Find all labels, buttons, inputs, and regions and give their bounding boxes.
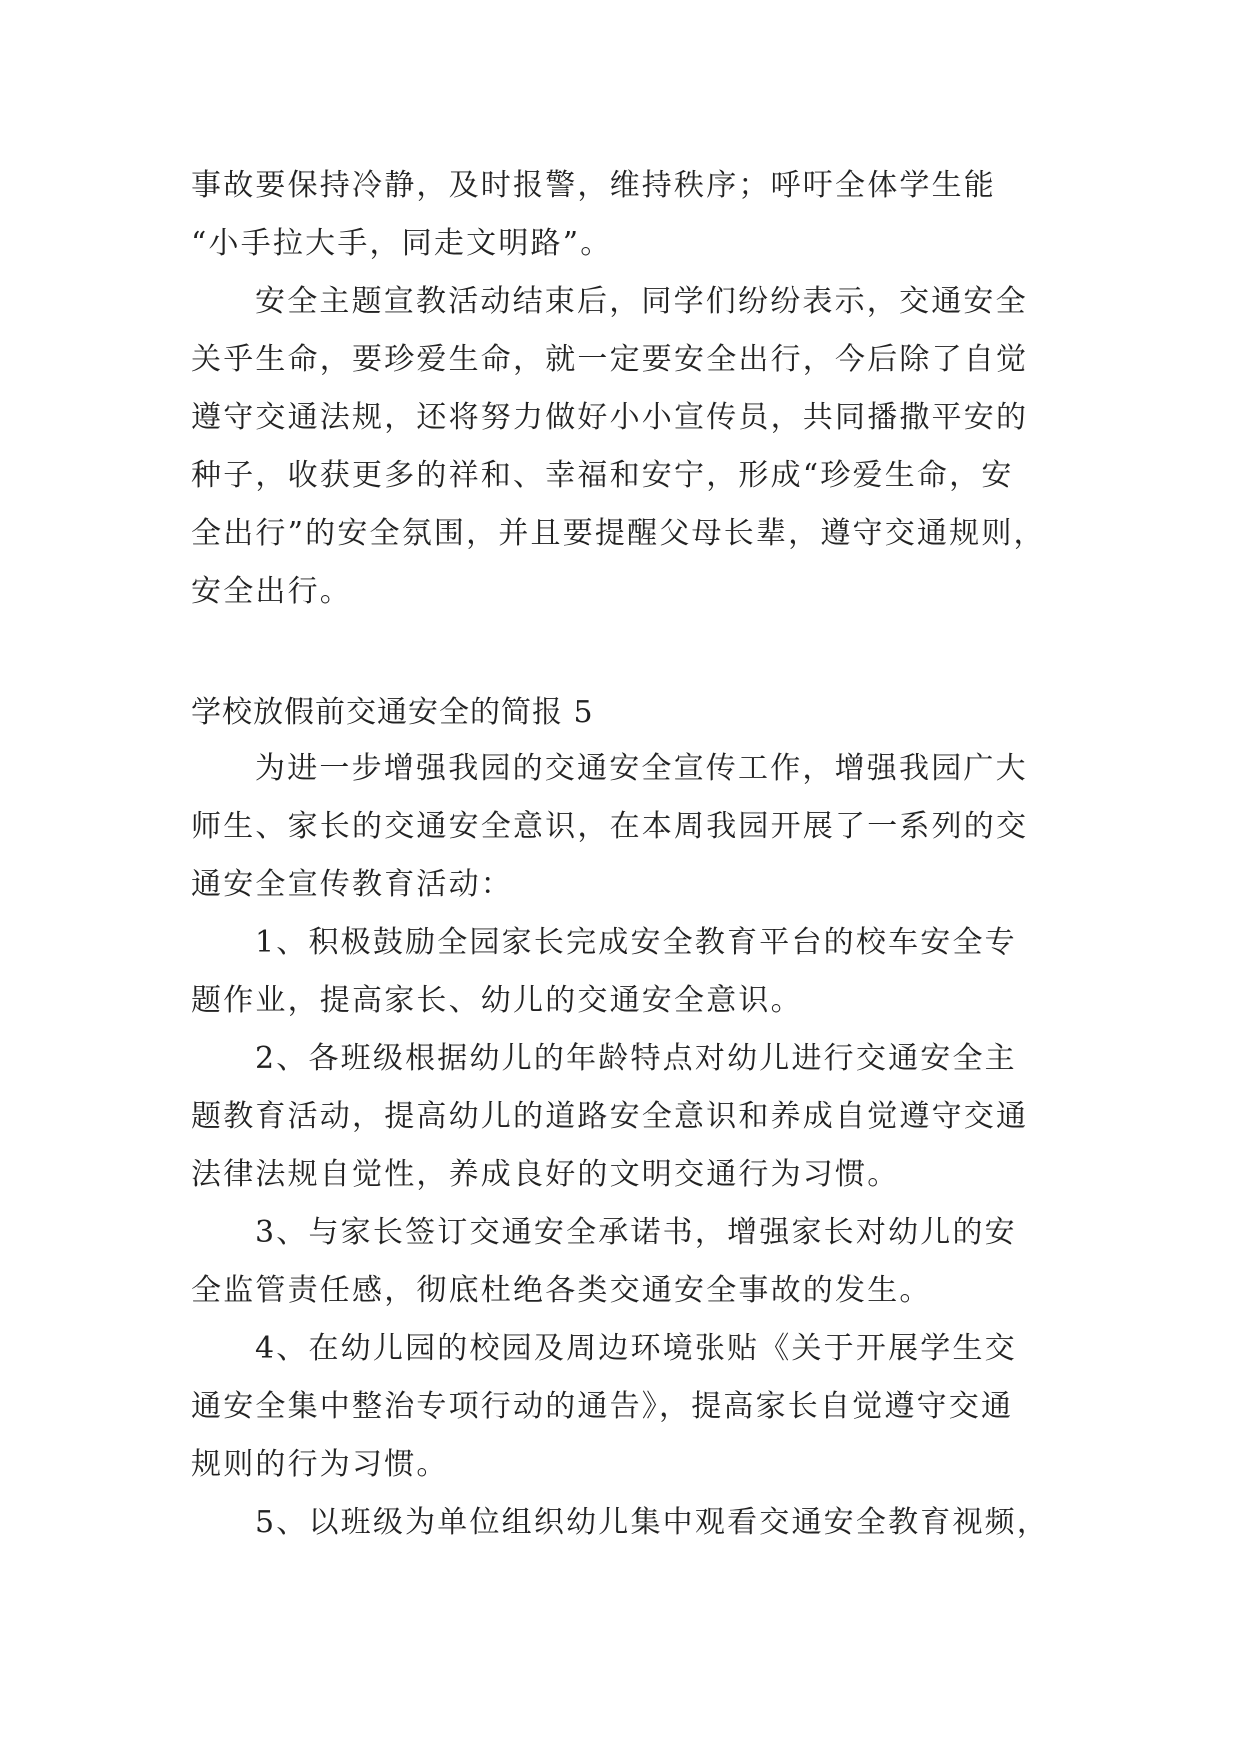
list-item-line: 题作业，提高家长、幼儿的交通安全意识。 [191, 983, 803, 1018]
list-item-5 [191, 1494, 1061, 1552]
continued-paragraph [191, 157, 1061, 273]
list-item-3 [191, 1204, 1061, 1320]
list-item-line: 全监管责任感，彻底杜绝各类交通安全事故的发生。 [191, 1273, 932, 1308]
section-title: 学校放假前交通安全的简报 5 [191, 695, 594, 730]
paragraph-line: 通安全宣传教育活动： [191, 867, 513, 902]
list-item-line: 5、以班级为单位组织幼儿集中观看交通安全教育视频， [255, 1505, 1050, 1540]
paragraph-line: 为进一步增强我园的交通安全宣传工作，增强我园广大 [255, 751, 1028, 786]
intro-paragraph [191, 740, 1061, 914]
paragraph-line: 遵守交通法规，还将努力做好小小宣传员，共同播撒平安的 [191, 400, 1029, 435]
list-item-line: 法律法规自觉性，养成良好的文明交通行为习惯。 [191, 1157, 900, 1192]
paragraph-line: 师生、家长的交通安全意识，在本周我园开展了一系列的交 [191, 809, 1029, 844]
list-item-line: 2、各班级根据幼儿的年龄特点对幼儿进行交通安全主 [255, 1041, 1017, 1076]
list-item-line: 3、与家长签订交通安全承诺书，增强家长对幼儿的安 [255, 1215, 1017, 1250]
paragraph-line: 事故要保持冷静，及时报警，维持秩序；呼吁全体学生能 [191, 168, 996, 203]
list-item-line: 4、在幼儿园的校园及周边环境张贴《关于开展学生交 [255, 1331, 1017, 1366]
list-item-line: 通安全集中整治专项行动的通告》，提高家长自觉遵守交通 [191, 1389, 1014, 1424]
list-item-line: 1、积极鼓励全园家长完成安全教育平台的校车安全专 [255, 925, 1017, 960]
list-item-4 [191, 1320, 1061, 1494]
paragraph-line: 关乎生命，要珍爱生命，就一定要安全出行，今后除了自觉 [191, 342, 1029, 377]
list-item-line: 题教育活动，提高幼儿的道路安全意识和养成自觉遵守交通 [191, 1099, 1029, 1134]
paragraph-line: 种子，收获更多的祥和、幸福和安宁，形成“珍爱生命，安 [191, 458, 1014, 493]
paragraph-line: 安全主题宣教活动结束后，同学们纷纷表示，交通安全 [255, 284, 1028, 319]
list-item-line: 规则的行为习惯。 [191, 1447, 449, 1482]
paragraph-line: 安全出行。 [191, 574, 352, 609]
list-item-1 [191, 914, 1061, 1030]
closing-paragraph [191, 273, 1061, 621]
section-title-block [191, 684, 1061, 742]
list-item-2 [191, 1030, 1061, 1204]
paragraph-line: “小手拉大手，同走文明路”。 [191, 226, 613, 261]
paragraph-line: 全出行”的安全氛围，并且要提醒父母长辈，遵守交通规则， [191, 516, 1046, 551]
